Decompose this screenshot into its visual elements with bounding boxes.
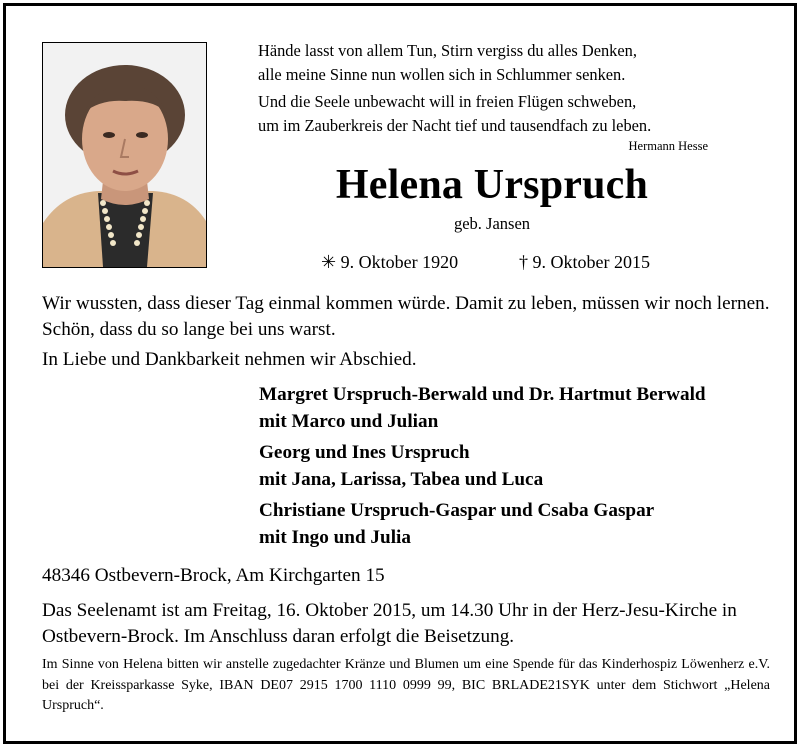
- family-line: mit Ingo und Julia: [259, 527, 411, 548]
- obituary-frame: [3, 3, 797, 744]
- birth-date: ✳ 9. Oktober 1920: [321, 252, 459, 272]
- service-info: Das Seelenamt ist am Freitag, 16. Oktober 2015, um 14.30 Uhr in der Herz-Jesu-Kirche in Ostbevern-Brock. Im Anschluss daran erfolgt die Beisetzung.: [42, 600, 737, 647]
- poem-author: Hermann Hesse: [628, 139, 708, 153]
- family-group: [259, 439, 779, 493]
- deceased-name: Helena Urspruch: [335, 162, 649, 208]
- poem-stanza-1: [258, 39, 708, 86]
- address: 48346 Ostbevern-Brock, Am Kirchgarten 15: [42, 565, 385, 586]
- family-list: [259, 381, 779, 551]
- portrait-photo: [42, 42, 207, 268]
- poem-line: Und die Seele unbewacht will in freien Flügen schweben,: [258, 92, 637, 111]
- poem: [258, 39, 708, 154]
- maiden-name: geb. Jansen: [453, 214, 531, 233]
- family-line: Christiane Urspruch-Gaspar und Csaba Gaspar: [259, 500, 655, 521]
- poem-line: um im Zauberkreis der Nacht tief und tausendfach zu leben.: [258, 115, 652, 135]
- poem-line: Hände lasst von allem Tun, Stirn vergiss du alles Denken,: [258, 41, 637, 60]
- family-line: mit Jana, Larissa, Tabea und Luca: [259, 469, 544, 490]
- family-group: [259, 381, 779, 435]
- donation-info: Im Sinne von Helena bitten wir anstelle zugedachter Kränze und Blumen um eine Spende für das Kinderhospiz Löwenherz e.V. bei der Kreissparkasse Syke, IBAN DE07 2915 1700 1110 0999 99, BIC BRLADE21SYK unter dem Stichwort „Helena Urspruch“.: [42, 657, 770, 713]
- family-line: Georg und Ines Urspruch: [259, 442, 470, 463]
- family-line: mit Marco und Julian: [259, 411, 439, 432]
- farewell-text: In Liebe und Dankbarkeit nehmen wir Abschied.: [42, 349, 417, 370]
- poem-line: alle meine Sinne nun wollen sich in Schlummer senken.: [258, 64, 626, 84]
- intro-text: Wir wussten, dass dieser Tag einmal kommen würde. Damit zu leben, müssen wir noch lernen. Schön, dass du so lange bei uns warst.: [42, 293, 770, 340]
- family-line: Margret Urspruch-Berwald und Dr. Hartmut Berwald: [259, 384, 706, 405]
- death-date: † 9. Oktober 2015: [519, 252, 650, 272]
- poem-stanza-2: [258, 90, 708, 137]
- portrait-illustration: [43, 43, 206, 267]
- family-group: [259, 497, 779, 551]
